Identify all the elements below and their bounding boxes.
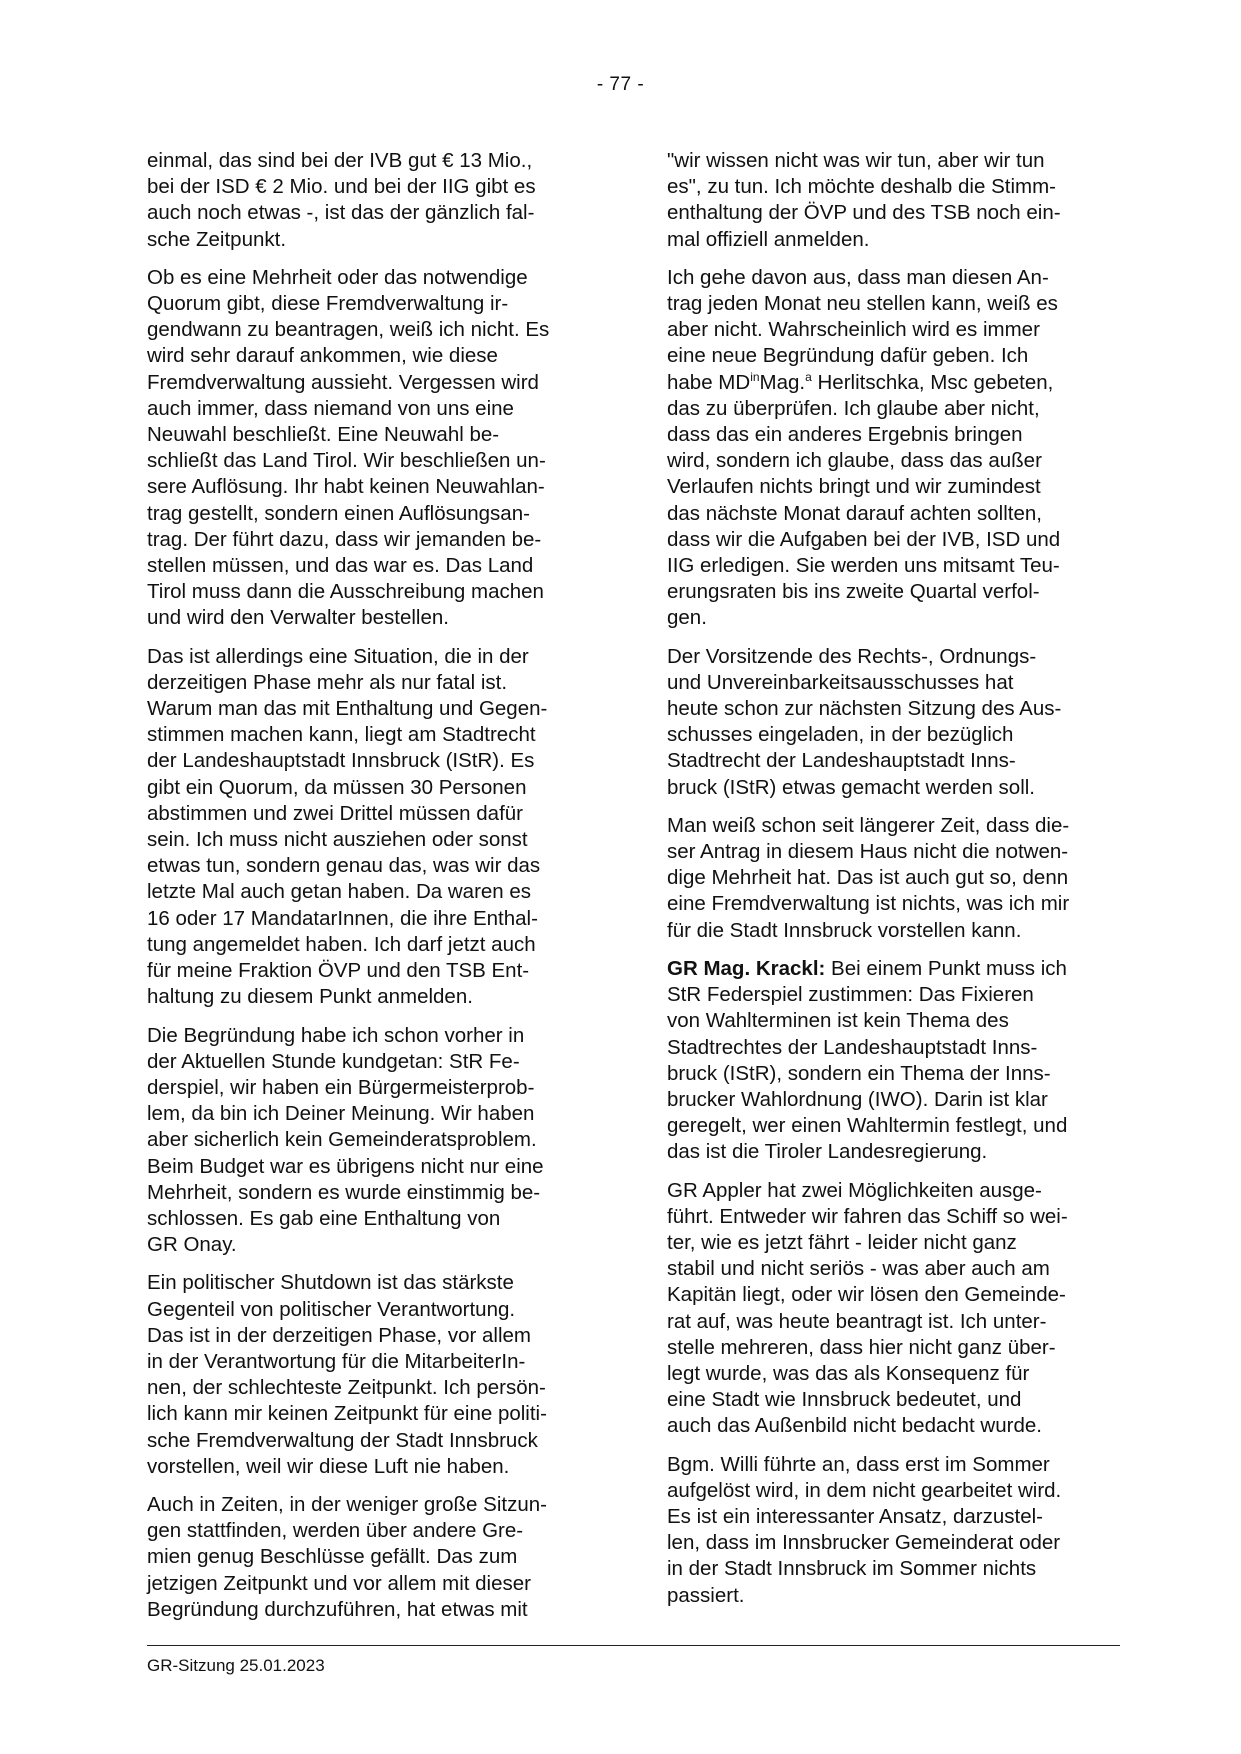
left-column — [147, 148, 602, 1635]
paragraph: "wir wissen nicht was wir tun, aber wir tun es", zu tun. Ich möchte deshalb die Stimm- enthaltung der ÖVP und des TSB noch ein- mal offiziell anmelden. — [667, 149, 1061, 251]
text-segment: Bei einem Punkt muss ich StR Federspiel zustimmen: Das Fixieren von Wahlterminen ist kein Thema des Stadtrechtes der Landeshauptstadt Inns- bruck (IStR), sondern ein Thema der Inns- brucker Wahlordnung (IWO). Darin ist klar geregelt, wer einen Wahltermin festlegt, und das ist die Tiroler Landesregierung. — [667, 956, 1068, 1164]
paragraph — [667, 956, 1122, 1166]
superscript: a — [805, 369, 812, 384]
speaker-name: GR Mag. Krackl: — [667, 956, 826, 980]
superscript: in — [750, 369, 760, 384]
paragraph: Das ist allerdings eine Situation, die in der derzeitigen Phase mehr als nur fatal ist. Warum man das mit Enthaltung und Gegen- stimmen machen kann, liegt am Stadtrecht der Landeshauptstadt Innsbruck (IStR). Es gibt ein Quorum, da müssen 30 Personen abstimmen und zwei Drittel müssen dafür sein. Ich muss nicht ausziehen oder sonst etwas tun, sondern genau das, was wir das letzte Mal auch getan haben. Da waren es 16 oder 17 MandatarInnen, die ihre Enthal- tung angemeldet haben. Ich darf jetzt auch für meine Fraktion ÖVP und den TSB Ent- haltung zu diesem Punkt anmelden. — [147, 644, 548, 1009]
page-number: - 77 - — [596, 74, 645, 95]
paragraph: GR Appler hat zwei Möglichkeiten ausge- führt. Entweder wir fahren das Schiff so wei- ter, wie es jetzt fährt - leider nicht ganz stabil und nicht seriös - was aber auch am Kapitän liegt, oder wir lösen den Gemeinde- rat auf, was heute beantragt ist. Ich unter- stelle mehreren, dass hier nicht ganz über- legt wurde, was das als Konsequenz für eine Stadt wie Innsbruck bedeutet, und auch das Außenbild nicht bedacht wurde. — [667, 1178, 1068, 1438]
paragraph: Auch in Zeiten, in der weniger große Sitzun- gen stattfinden, werden über andere Gre- mien genug Beschlüsse gefällt. Das zum jetzigen Zeitpunkt und vor allem mit dieser Begründung durchzuführen, hat etwas mit — [147, 1492, 547, 1621]
paragraph: Der Vorsitzende des Rechts-, Ordnungs- und Unvereinbarkeitsausschusses hat heute schon zur nächsten Sitzung des Aus- schusses eingeladen, in der bezüglich Stadtrecht der Landeshauptstadt Inns- bruck (IStR) etwas gemacht werden soll. — [667, 644, 1062, 799]
footer-text: GR-Sitzung 25.01.2023 — [147, 1656, 325, 1675]
paragraph: einmal, das sind bei der IVB gut € 13 Mio., bei der ISD € 2 Mio. und bei der IIG gibt es auch noch etwas -, ist das der gänzlich fal- sche Zeitpunkt. — [147, 149, 536, 251]
paragraph: Bgm. Willi führte an, dass erst im Sommer aufgelöst wird, in dem nicht gearbeitet wird. Es ist ein interessanter Ansatz, darzustel- len, dass im Innsbrucker Gemeinderat oder in der Stadt Innsbruck im Sommer nichts passiert. — [667, 1452, 1062, 1607]
paragraph — [667, 265, 1122, 632]
paragraph: Man weiß schon seit längerer Zeit, dass die- ser Antrag in diesem Haus nicht die notwen- dige Mehrheit hat. Das ist auch gut so, denn eine Fremdverwaltung ist nichts, was ich mir für die Stadt Innsbruck vorstellen kann. — [667, 813, 1070, 942]
paragraph: Die Begründung habe ich schon vorher in der Aktuellen Stunde kundgetan: StR Fe- derspiel, wir haben ein Bürgermeisterprob- lem, da bin ich Deiner Meinung. Wir haben aber sicherlich kein Gemeinderatsproblem. Beim Budget war es übrigens nicht nur eine Mehrheit, sondern es wurde einstimmig be- schlossen. Es gab eine Enthaltung von GR Onay. — [147, 1023, 544, 1257]
paragraph: Ein politischer Shutdown ist das stärkste Gegenteil von politischer Verantwortung. Das ist in der derzeitigen Phase, vor allem in der Verantwortung für die MitarbeiterIn- nen, der schlechteste Zeitpunkt. Ich persön- lich kann mir keinen Zeitpunkt für eine politi- sche Fremdverwaltung der Stadt Innsbruck vorstellen, weil wir diese Luft nie haben. — [147, 1271, 547, 1478]
paragraph: Ob es eine Mehrheit oder das notwendige Quorum gibt, diese Fremdverwaltung ir- gendwann zu beantragen, weiß ich nicht. Es wird sehr darauf ankommen, wie diese Fremdverwaltung aussieht. Vergessen wird auch immer, dass niemand von uns eine Neuwahl beschließt. Eine Neuwahl be- schließt das Land Tirol. Wir beschließen un- sere Auflösung. Ihr habt keinen Neuwahlan- trag gestellt, sondern einen Auflösungsan- trag. Der führt dazu, dass wir jemanden be- stellen müssen, und das war es. Das Land Tirol muss dann die Ausschreibung machen und wird den Verwalter bestellen. — [147, 265, 550, 630]
footer-divider — [147, 1645, 1120, 1646]
right-column — [667, 148, 1122, 1621]
text-segment: Mag. — [759, 370, 806, 394]
text-segment: Ich gehe davon aus, dass man diesen An- trag jeden Monat neu stellen kann, weiß es aber nicht. Wahrscheinlich wird es immer eine neue Begründung dafür geben. Ich habe MD — [667, 265, 1058, 394]
text-segment: Herlitschka, Msc gebeten, das zu überprüfen. Ich glaube aber nicht, dass das ein anderes Ergebnis bringen wird, sondern ich glaube, dass das außer Verlaufen nichts bringt und wir zumindest das nächste Monat darauf achten sollten, dass wir die Aufgaben bei der IVB, ISD und IIG erledigen. Sie werden uns mitsamt Teu- erungsraten bis ins zweite Quartal verfol- gen. — [667, 370, 1061, 630]
